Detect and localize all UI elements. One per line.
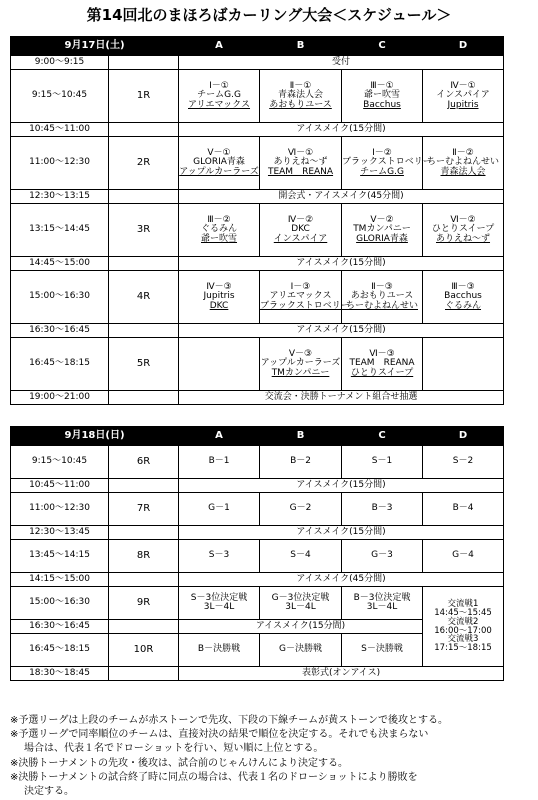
sheet-a-header: A — [179, 427, 260, 446]
match-cell: B－2 — [260, 446, 342, 479]
time-cell: 13:45～14:15 — [11, 540, 109, 573]
sheet-c-header: C — [342, 37, 423, 56]
game-cell — [423, 271, 504, 324]
team-bottom: あおもりユース — [269, 99, 332, 110]
match-cell: G－3位決定戦 3L－4L — [260, 587, 342, 620]
round-cell — [109, 526, 179, 540]
match-cell: B－決勝戦 — [179, 634, 260, 667]
match-cell: S－3 — [179, 540, 260, 573]
time-cell: 16:30～16:45 — [11, 324, 109, 338]
team-top: チームG.G — [197, 90, 241, 101]
time-cell: 13:15～14:45 — [11, 204, 109, 257]
round-cell — [109, 123, 179, 137]
game-cell — [260, 70, 342, 123]
game-cell — [179, 70, 260, 123]
team-top: ひとりスイープ — [431, 224, 495, 235]
time-cell: 16:45～18:15 — [11, 338, 109, 391]
time-cell: 16:30～16:45 — [11, 620, 109, 634]
team-bottom: アップルカーラーズ — [179, 166, 259, 177]
time-cell: 12:30～13:45 — [11, 526, 109, 540]
exchange-match-cell — [423, 587, 504, 667]
team-bottom: TEAM REANA — [267, 166, 334, 177]
note-line: ※決勝トーナメントの先攻・後攻は、試合前のじゃんけんにより決定する。 — [10, 757, 348, 769]
time-cell: 11:00～12:30 — [11, 493, 109, 526]
exchange-2-label: 交流戦2 — [447, 616, 479, 627]
match-cell: S－4 — [260, 540, 342, 573]
sheet-d-header: D — [423, 427, 504, 446]
round-cell: 3R — [109, 204, 179, 257]
note-line: ※予選リーグは上段のチームが赤ストーンで先攻、下段の下線チームが黄ストーンで後攻とする。 — [10, 715, 448, 726]
game-cell — [179, 338, 260, 391]
sheet-a-header: A — [179, 37, 260, 56]
page-title: 第14回北のまほろばカーリング大会＜スケジュール＞ — [86, 6, 452, 24]
team-top: Jupitris — [203, 291, 235, 302]
exchange-1-label: 交流戦1 — [447, 598, 479, 609]
round-cell — [109, 324, 179, 338]
event-cell: アイスメイク(15分間) — [179, 257, 504, 271]
round-cell: 4R — [109, 271, 179, 324]
game-cell — [260, 204, 342, 257]
team-bottom: チームG.G — [360, 166, 404, 177]
round-cell — [109, 56, 179, 70]
team-top: 爺ー吹雪 — [364, 90, 401, 101]
event-cell: アイスメイク(15分間) — [179, 526, 504, 540]
time-cell: 9:00～9:15 — [11, 56, 109, 70]
match-cell: B－4 — [423, 493, 504, 526]
note-line: 場合は、代表１名でドローショットを行い、短い順に上位とする。 — [24, 743, 324, 755]
game-cell — [179, 204, 260, 257]
game-label: Ⅵ－③ — [369, 348, 395, 359]
team-top: インスパイア — [436, 90, 490, 101]
day2-schedule-table — [10, 426, 504, 681]
game-label: Ⅵ－① — [287, 147, 314, 158]
game-label: Ⅵ－② — [450, 214, 476, 225]
team-bottom: DKC — [209, 300, 229, 311]
team-top: TMカンパニー — [353, 224, 411, 235]
exchange-2-time: 16:00～17:00 — [434, 625, 492, 636]
match-cell: S－2 — [423, 446, 504, 479]
team-bottom: ありえね～ず — [436, 233, 491, 244]
game-label: Ⅴ－① — [207, 147, 231, 158]
match-cell: S－3位決定戦 3L－4L — [179, 587, 260, 620]
game-label: Ⅰ－① — [209, 80, 229, 91]
day2-date-header: 9月18日(日) — [11, 427, 179, 446]
round-cell — [109, 190, 179, 204]
round-cell — [109, 667, 179, 681]
event-cell: アイスメイク(45分間) — [179, 573, 504, 587]
match-cell: G－決勝戦 — [260, 634, 342, 667]
time-cell: 11:00～12:30 — [11, 137, 109, 190]
game-label: Ⅰ－③ — [290, 281, 311, 292]
event-cell: アイスメイク(15分間) — [179, 620, 423, 634]
sheet-b-header: B — [260, 427, 342, 446]
team-top: Bacchus — [444, 291, 482, 302]
note-line: ※予選リーグで同率順位のチームは、直接対決の結果で順位を決定する。それでも決まらない — [10, 729, 429, 741]
day1-schedule-table — [10, 36, 504, 405]
game-label: Ⅳ－① — [450, 80, 476, 91]
team-top: ぐるみん — [201, 224, 238, 235]
game-label: Ⅴ－② — [370, 214, 394, 225]
round-cell: 6R — [109, 446, 179, 479]
team-top: ちーむよねんせい — [427, 157, 500, 168]
game-label: Ⅴ－③ — [288, 348, 313, 359]
game-cell — [342, 271, 423, 324]
event-cell: アイスメイク(15分間) — [179, 324, 504, 338]
time-cell: 9:15～10:45 — [11, 70, 109, 123]
game-cell — [342, 137, 432, 190]
game-cell — [423, 338, 504, 391]
game-cell — [342, 338, 423, 391]
note-line: ※決勝トーナメントの試合終了時に同点の場合は、代表１名のドローショットにより勝敗を — [10, 771, 418, 783]
round-cell — [109, 479, 179, 493]
game-cell — [423, 137, 504, 190]
round-cell: 8R — [109, 540, 179, 573]
time-cell: 15:00～16:30 — [11, 587, 109, 620]
game-cell — [260, 338, 342, 391]
match-cell: G－1 — [179, 493, 260, 526]
game-cell — [423, 204, 504, 257]
round-cell: 7R — [109, 493, 179, 526]
game-cell — [179, 137, 260, 190]
match-cell: B－3位決定戦 3L－4L — [342, 587, 423, 620]
time-cell: 19:00～21:00 — [11, 391, 109, 405]
team-bottom: ブラックストロベリー — [260, 300, 350, 311]
team-bottom: 爺ー吹雪 — [201, 233, 238, 244]
match-cell: G－2 — [260, 493, 342, 526]
time-cell: 15:00～16:30 — [11, 271, 109, 324]
round-row — [11, 338, 504, 391]
time-cell: 9:15～10:45 — [11, 446, 109, 479]
event-cell: 開会式・アイスメイク(45分間) — [179, 190, 504, 204]
round-cell — [109, 257, 179, 271]
match-cell: G－4 — [423, 540, 504, 573]
time-cell: 16:45～18:15 — [11, 634, 109, 667]
time-cell: 18:30～18:45 — [11, 667, 109, 681]
match-cell: B－1 — [179, 446, 260, 479]
game-label: Ⅱ－① — [289, 80, 312, 91]
team-top: アップルカーラーズ — [260, 358, 341, 369]
round-cell — [109, 620, 179, 634]
event-cell: アイスメイク(15分間) — [179, 479, 504, 493]
team-bottom: アリエマックス — [188, 99, 251, 110]
match-cell: S－決勝戦 — [342, 634, 423, 667]
round-cell: 9R — [109, 587, 179, 620]
team-top: あおもりユース — [350, 291, 414, 302]
round-cell: 10R — [109, 634, 179, 667]
note-line: 決定する。 — [24, 786, 74, 798]
notes — [10, 714, 530, 799]
round-cell: 2R — [109, 137, 179, 190]
exchange-3-label: 交流戦3 — [447, 634, 479, 645]
game-cell — [423, 70, 504, 123]
game-label: Ⅲ－① — [370, 80, 394, 91]
team-bottom: ひとりスイープ — [350, 367, 414, 378]
event-cell: 受付 — [179, 56, 504, 70]
round-cell — [109, 573, 179, 587]
team-bottom: Jupitris — [447, 99, 479, 110]
round-row — [11, 70, 504, 123]
round-row — [11, 204, 504, 257]
team-bottom: ぐるみん — [445, 300, 482, 311]
event-cell: 交流会・決勝トーナメント組合せ抽選 — [179, 391, 504, 405]
match-cell: B－3 — [342, 493, 423, 526]
sheet-c-header: C — [342, 427, 423, 446]
game-label: Ⅲ－③ — [451, 281, 475, 292]
team-top: TEAM REANA — [349, 358, 415, 369]
event-cell: 表彰式(オンアイス) — [179, 667, 504, 681]
exchange-3-time: 17:15～18:15 — [434, 643, 492, 654]
game-cell — [342, 204, 423, 257]
team-bottom: Bacchus — [363, 99, 401, 110]
match-cell: S－1 — [342, 446, 423, 479]
team-bottom: ちーむよねんせい — [346, 300, 419, 311]
team-bottom: インスパイア — [273, 233, 328, 244]
time-cell: 14:45～15:00 — [11, 257, 109, 271]
team-top: ブラックストロベリー — [342, 157, 432, 168]
game-label: Ⅰ－② — [372, 147, 392, 158]
team-top: ありえね～ず — [273, 157, 328, 168]
game-cell — [179, 271, 260, 324]
game-label: Ⅱ－② — [452, 147, 474, 158]
team-top: 青森法人会 — [278, 90, 324, 101]
round-row — [11, 271, 504, 324]
time-cell: 14:15～15:00 — [11, 573, 109, 587]
sheet-b-header: B — [260, 37, 342, 56]
time-cell: 10:45～11:00 — [11, 479, 109, 493]
event-cell: アイスメイク(15分間) — [179, 123, 504, 137]
sheet-d-header: D — [423, 37, 504, 56]
time-cell: 10:45～11:00 — [11, 123, 109, 137]
round-cell: 5R — [109, 338, 179, 391]
time-cell: 12:30～13:15 — [11, 190, 109, 204]
game-cell — [342, 70, 423, 123]
team-top: アリエマックス — [269, 291, 332, 302]
team-bottom: 青森法人会 — [440, 166, 486, 177]
game-label: Ⅱ－③ — [371, 281, 393, 292]
exchange-1-time: 14:45～15:45 — [434, 607, 492, 618]
team-bottom: GLORIA青森 — [356, 233, 408, 244]
game-label: Ⅳ－② — [287, 214, 314, 225]
game-label: Ⅳ－③ — [206, 281, 232, 292]
game-cell — [260, 271, 350, 324]
team-top: DKC — [291, 224, 310, 235]
round-row — [11, 137, 504, 190]
team-top: GLORIA青森 — [193, 157, 245, 168]
round-cell — [109, 391, 179, 405]
game-cell — [260, 137, 342, 190]
game-label: Ⅲ－② — [207, 214, 231, 225]
match-cell: G－3 — [342, 540, 423, 573]
team-bottom: TMカンパニー — [271, 367, 330, 378]
day1-date-header: 9月17日(土) — [11, 37, 179, 56]
round-cell: 1R — [109, 70, 179, 123]
